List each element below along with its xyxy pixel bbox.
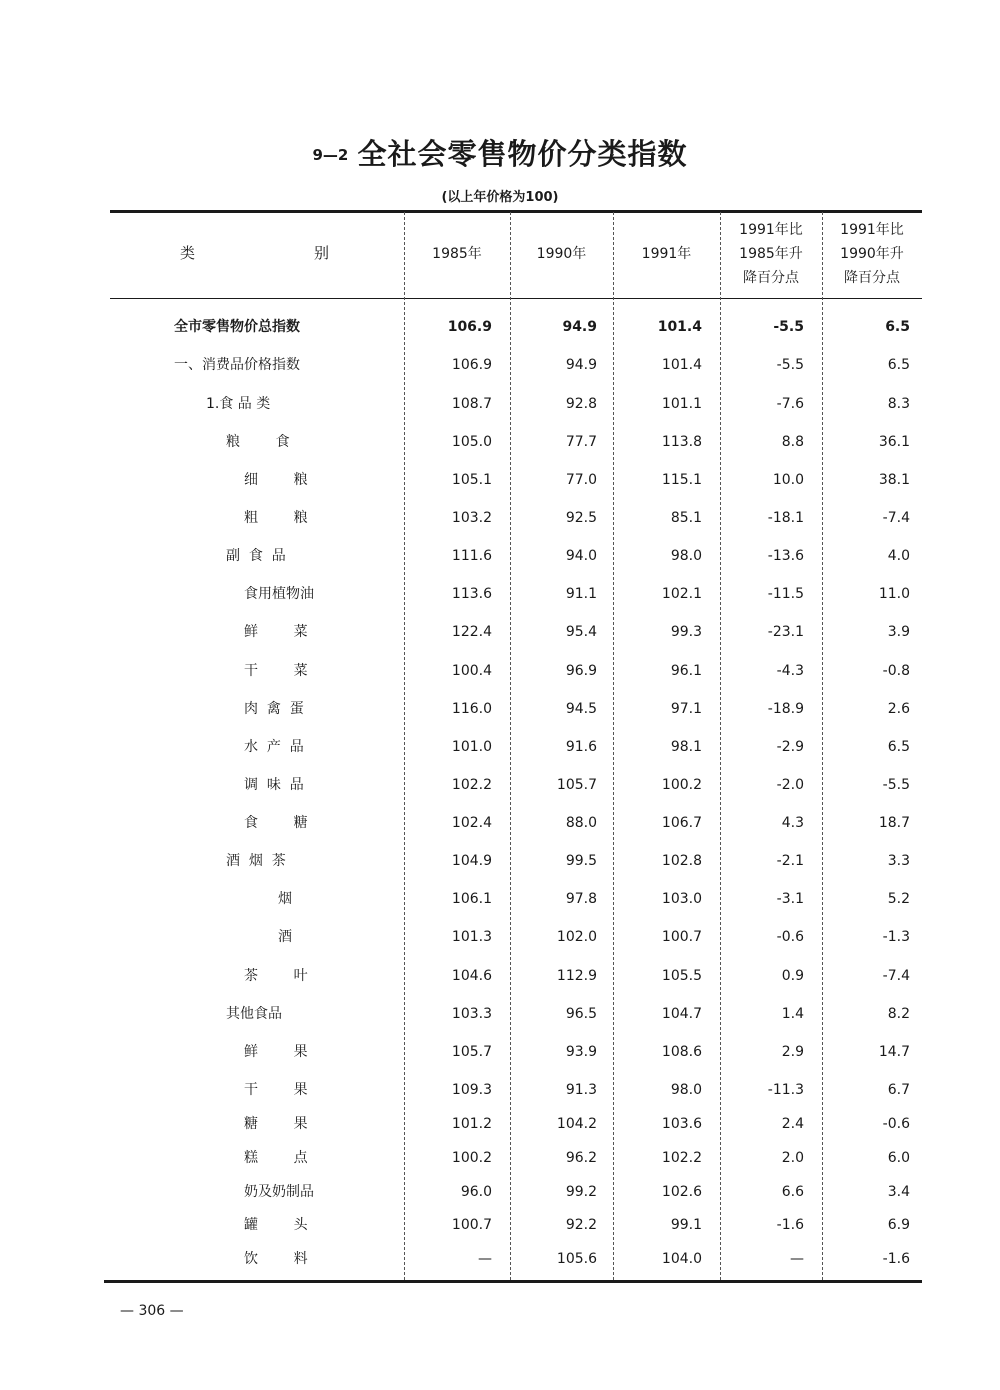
change-vs-1985: 2.4	[781, 1116, 804, 1132]
row-label: 烟	[278, 891, 292, 907]
row-label: 食 糖	[244, 815, 308, 831]
value-1990: 94.9	[565, 357, 597, 373]
change-vs-1990: -0.6	[882, 1116, 910, 1132]
value-1991: 97.1	[670, 701, 702, 717]
change-vs-1990: 2.6	[887, 701, 910, 717]
change-vs-1985: -18.9	[767, 701, 804, 717]
change-vs-1990: -7.4	[882, 510, 910, 526]
value-1991: 100.7	[661, 929, 702, 945]
change-vs-1985: -18.1	[767, 510, 804, 526]
change-vs-1985: -23.1	[767, 624, 804, 640]
value-1990: 94.9	[562, 319, 597, 335]
row-label: 糖 果	[244, 1116, 308, 1132]
row-label: 全市零售物价总指数	[174, 319, 300, 335]
table-row	[110, 1003, 922, 1033]
header-rule	[110, 298, 922, 299]
value-1991: 105.5	[661, 968, 702, 984]
table-row	[110, 1147, 922, 1177]
header-line: 1991年比	[739, 222, 803, 238]
value-1991: 103.0	[661, 891, 702, 907]
value-1990: 102.0	[556, 929, 597, 945]
value-1985: 102.4	[451, 815, 492, 831]
table-row	[110, 1248, 922, 1278]
value-1985: 113.6	[451, 586, 492, 602]
value-1990: 92.5	[565, 510, 597, 526]
change-vs-1985: -11.3	[767, 1082, 804, 1098]
value-1985: 122.4	[451, 624, 492, 640]
value-1985: 106.9	[447, 319, 492, 335]
value-1985: 106.1	[451, 891, 492, 907]
change-vs-1990: -5.5	[882, 777, 910, 793]
change-vs-1985: 0.9	[781, 968, 804, 984]
row-label: 水 产 品	[244, 739, 304, 755]
row-label: 肉 禽 蛋	[244, 701, 304, 717]
value-1985: 105.7	[451, 1044, 492, 1060]
change-vs-1990: 14.7	[878, 1044, 910, 1060]
header-line: 降百分点	[844, 270, 900, 286]
row-label: 酒	[278, 929, 292, 945]
value-1990: 97.8	[565, 891, 597, 907]
change-vs-1985: 4.3	[781, 815, 804, 831]
value-1990: 77.7	[565, 434, 597, 450]
table-row	[110, 621, 922, 651]
change-vs-1985: 6.6	[781, 1184, 804, 1200]
value-1991: 100.2	[661, 777, 702, 793]
page-number: — 306 —	[120, 1303, 184, 1319]
value-1990: 91.1	[565, 586, 597, 602]
value-1991: 103.6	[661, 1116, 702, 1132]
value-1985: 100.4	[451, 663, 492, 679]
table-row	[110, 393, 922, 423]
value-1991: 104.0	[661, 1251, 702, 1267]
value-1990: 93.9	[565, 1044, 597, 1060]
value-1990: 99.2	[565, 1184, 597, 1200]
value-1990: 96.2	[565, 1150, 597, 1166]
value-1991: 113.8	[661, 434, 702, 450]
top-rule	[110, 210, 922, 213]
change-vs-1990: 18.7	[878, 815, 910, 831]
table-row	[110, 774, 922, 804]
row-label: 食用植物油	[244, 586, 314, 602]
value-1990: 96.9	[565, 663, 597, 679]
value-1985: 105.0	[451, 434, 492, 450]
row-label: 茶 叶	[244, 968, 308, 984]
table-row	[110, 469, 922, 499]
header-line: 1985年升	[739, 246, 803, 262]
value-1985: 101.3	[451, 929, 492, 945]
change-vs-1990: 3.3	[887, 853, 910, 869]
value-1991: 101.4	[661, 357, 702, 373]
value-1985: 109.3	[451, 1082, 492, 1098]
header-line: 1991年比	[840, 222, 904, 238]
value-1985: 100.7	[451, 1217, 492, 1233]
value-1985: 103.3	[451, 1006, 492, 1022]
value-1991: 98.0	[670, 1082, 702, 1098]
change-vs-1985: 1.4	[781, 1006, 804, 1022]
header-category-right: 别	[314, 244, 330, 262]
header-col-change-1985	[720, 218, 822, 290]
row-label: 1.食 品 类	[206, 396, 271, 412]
value-1990: 94.0	[565, 548, 597, 564]
value-1985: 96.0	[460, 1184, 492, 1200]
table-row	[110, 583, 922, 613]
change-vs-1990: 6.5	[885, 319, 910, 335]
table-row	[110, 736, 922, 766]
row-label: 鲜 菜	[244, 624, 308, 640]
value-1991: 101.1	[661, 396, 702, 412]
header-col-1985: 1985年	[432, 246, 482, 262]
value-1991: 98.1	[670, 739, 702, 755]
change-vs-1990: -1.3	[882, 929, 910, 945]
table-title	[0, 132, 1000, 173]
row-label: 粮 食	[226, 434, 290, 450]
change-vs-1985: -3.1	[776, 891, 804, 907]
table-row	[110, 431, 922, 461]
change-vs-1990: 36.1	[878, 434, 910, 450]
table-row	[110, 507, 922, 537]
table-row	[110, 1041, 922, 1071]
change-vs-1990: 8.3	[887, 396, 910, 412]
value-1985: 105.1	[451, 472, 492, 488]
value-1990: 96.5	[565, 1006, 597, 1022]
row-label: 奶及奶制品	[244, 1184, 314, 1200]
value-1990: 91.3	[565, 1082, 597, 1098]
value-1991: 106.7	[661, 815, 702, 831]
header-line: 1990年升	[840, 246, 904, 262]
value-1985: 111.6	[451, 548, 492, 564]
change-vs-1985: -13.6	[767, 548, 804, 564]
value-1985: 104.6	[451, 968, 492, 984]
row-label: 酒 烟 茶	[226, 853, 286, 869]
table-row	[110, 926, 922, 956]
change-vs-1990: 11.0	[878, 586, 910, 602]
row-label: 干 菜	[244, 663, 308, 679]
change-vs-1985: 2.9	[781, 1044, 804, 1060]
change-vs-1990: 3.4	[887, 1184, 910, 1200]
change-vs-1990: 6.9	[887, 1217, 910, 1233]
table-row	[110, 1181, 922, 1211]
value-1990: 92.8	[565, 396, 597, 412]
change-vs-1985: -11.5	[767, 586, 804, 602]
value-1991: 102.2	[661, 1150, 702, 1166]
row-label: 一、消费品价格指数	[174, 357, 300, 373]
value-1990: 94.5	[565, 701, 597, 717]
change-vs-1990: -7.4	[882, 968, 910, 984]
change-vs-1990: 6.5	[887, 357, 910, 373]
change-vs-1985: -0.6	[776, 929, 804, 945]
change-vs-1985: -5.5	[776, 357, 804, 373]
change-vs-1990: -1.6	[882, 1251, 910, 1267]
table-row	[110, 888, 922, 918]
table-subtitle: (以上年价格为100)	[441, 190, 559, 205]
row-label: 其他食品	[226, 1006, 282, 1022]
row-label: 粗 粮	[244, 510, 308, 526]
header-line: 降百分点	[743, 270, 799, 286]
value-1985: 104.9	[451, 853, 492, 869]
table-row	[110, 698, 922, 728]
row-label: 副 食 品	[226, 548, 286, 564]
value-1985: 106.9	[451, 357, 492, 373]
table-row	[110, 545, 922, 575]
value-1991: 102.8	[661, 853, 702, 869]
table-row	[110, 850, 922, 880]
value-1985: 103.2	[451, 510, 492, 526]
bottom-rule	[104, 1280, 922, 1283]
change-vs-1990: 6.5	[887, 739, 910, 755]
header-col-1990: 1990年	[536, 246, 587, 262]
value-1990: 88.0	[565, 815, 597, 831]
value-1991: 96.1	[670, 663, 702, 679]
value-1990: 105.7	[556, 777, 597, 793]
value-1990: 95.4	[565, 624, 597, 640]
table-row	[110, 1113, 922, 1143]
value-1991: 102.6	[661, 1184, 702, 1200]
header-col-change-1990	[822, 218, 922, 290]
row-label: 鲜 果	[244, 1044, 308, 1060]
table-row	[110, 1079, 922, 1109]
value-1991: 104.7	[661, 1006, 702, 1022]
change-vs-1990: 4.0	[887, 548, 910, 564]
value-1985: —	[478, 1251, 492, 1267]
row-label: 糕 点	[244, 1150, 308, 1166]
row-label: 调 味 品	[244, 777, 304, 793]
value-1991: 115.1	[661, 472, 702, 488]
change-vs-1990: 3.9	[887, 624, 910, 640]
value-1991: 98.0	[670, 548, 702, 564]
value-1990: 99.5	[565, 853, 597, 869]
table-row	[110, 965, 922, 995]
value-1985: 116.0	[451, 701, 492, 717]
value-1990: 104.2	[556, 1116, 597, 1132]
value-1990: 112.9	[556, 968, 597, 984]
value-1991: 108.6	[661, 1044, 702, 1060]
header-col-1991: 1991年	[641, 246, 692, 262]
value-1985: 101.2	[451, 1116, 492, 1132]
value-1985: 108.7	[451, 396, 492, 412]
change-vs-1990: 6.0	[887, 1150, 910, 1166]
row-label: 饮 料	[244, 1251, 308, 1267]
table-row	[110, 812, 922, 842]
table-row	[110, 316, 922, 346]
change-vs-1985: 2.0	[781, 1150, 804, 1166]
change-vs-1985: 10.0	[772, 472, 804, 488]
table-number: 9—2	[312, 146, 349, 164]
table-title-text: 全社会零售物价分类指数	[357, 137, 688, 171]
change-vs-1985: -1.6	[776, 1217, 804, 1233]
change-vs-1985: -5.5	[773, 319, 804, 335]
change-vs-1985: -2.9	[776, 739, 804, 755]
change-vs-1985: -2.1	[776, 853, 804, 869]
change-vs-1990: 6.7	[887, 1082, 910, 1098]
table-row	[110, 1214, 922, 1244]
value-1985: 102.2	[451, 777, 492, 793]
value-1991: 85.1	[670, 510, 702, 526]
value-1985: 100.2	[451, 1150, 492, 1166]
change-vs-1990: -0.8	[882, 663, 910, 679]
row-label: 干 果	[244, 1082, 308, 1098]
value-1990: 105.6	[556, 1251, 597, 1267]
change-vs-1990: 5.2	[887, 891, 910, 907]
value-1990: 92.2	[565, 1217, 597, 1233]
change-vs-1985: —	[790, 1251, 804, 1267]
row-label: 细 粮	[244, 472, 308, 488]
change-vs-1985: -2.0	[776, 777, 804, 793]
value-1990: 77.0	[565, 472, 597, 488]
table-row	[110, 660, 922, 690]
change-vs-1985: -4.3	[776, 663, 804, 679]
value-1991: 99.1	[670, 1217, 702, 1233]
header-category-left: 类	[180, 244, 196, 262]
change-vs-1985: -7.6	[776, 396, 804, 412]
change-vs-1990: 8.2	[887, 1006, 910, 1022]
value-1991: 99.3	[670, 624, 702, 640]
table-row	[110, 354, 922, 384]
row-label: 罐 头	[244, 1217, 308, 1233]
change-vs-1985: 8.8	[781, 434, 804, 450]
value-1990: 91.6	[565, 739, 597, 755]
value-1991: 102.1	[661, 586, 702, 602]
change-vs-1990: 38.1	[878, 472, 910, 488]
value-1991: 101.4	[657, 319, 702, 335]
value-1985: 101.0	[451, 739, 492, 755]
